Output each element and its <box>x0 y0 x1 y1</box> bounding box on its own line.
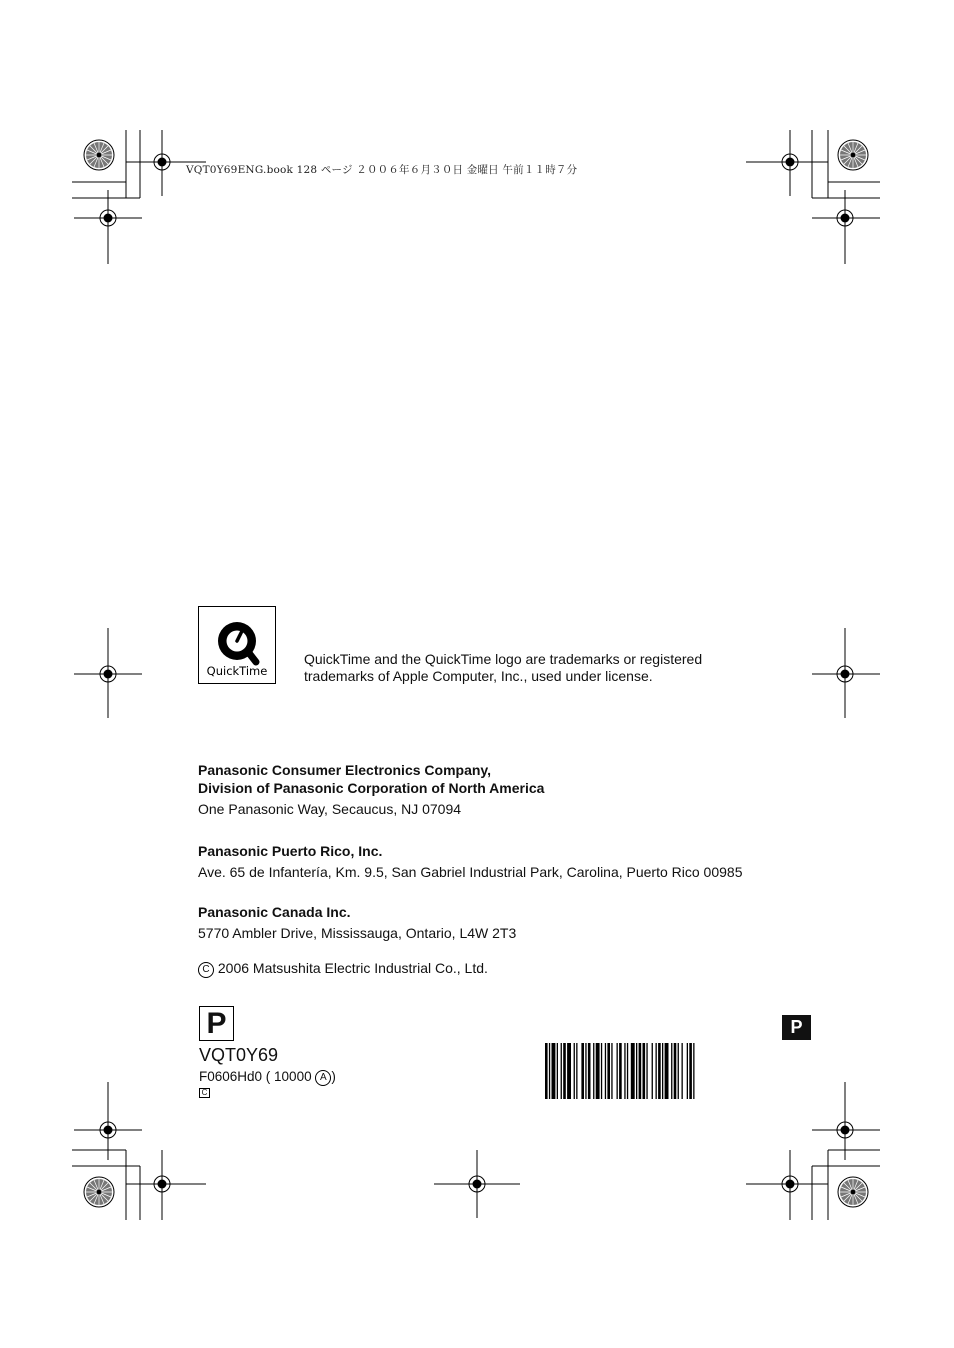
barcode-bar <box>689 1043 692 1099</box>
barcode-bar <box>567 1043 571 1099</box>
barcode-bar <box>646 1043 647 1099</box>
company-canada <box>198 903 818 942</box>
barcode-bar <box>639 1043 642 1099</box>
barcode-bar <box>636 1043 637 1099</box>
barcode-bar <box>593 1043 594 1099</box>
barcode-bar <box>678 1043 679 1099</box>
barcode-bar <box>596 1043 600 1099</box>
p-badge: P <box>782 1015 811 1040</box>
print-code-suffix: ) <box>331 1069 336 1084</box>
print-code <box>199 1069 336 1086</box>
model-code: VQT0Y69 <box>199 1045 279 1065</box>
barcode-bar <box>601 1043 602 1099</box>
barcode-bar <box>619 1043 622 1099</box>
barcode-bar <box>563 1043 566 1099</box>
barcode-bar <box>652 1043 653 1099</box>
barcode-bar <box>585 1043 586 1099</box>
barcode-bar <box>605 1043 606 1099</box>
barcode-bar <box>552 1043 556 1099</box>
barcode-bar <box>557 1043 558 1099</box>
company-pr-address: Ave. 65 de Infantería, Km. 9.5, San Gabriel Industrial Park, Carolina, Puerto Rico 00985 <box>198 864 743 880</box>
barcode <box>545 1043 751 1099</box>
company-us-name-line2: Division of Panasonic Corporation of North America <box>198 780 545 796</box>
p-mark-box: P <box>199 1006 234 1041</box>
barcode-bar <box>643 1043 646 1099</box>
barcode-bar <box>545 1043 548 1099</box>
quicktime-logo <box>198 606 276 684</box>
quicktime-q-icon <box>199 609 274 669</box>
barcode-bar <box>581 1043 584 1099</box>
company-us-address: One Panasonic Way, Secaucus, NJ 07094 <box>198 801 462 817</box>
barcode-bar <box>693 1043 694 1099</box>
quicktime-trademark-notice: QuickTime and the QuickTime logo are trademarks or registered trademarks of Apple Computer, Inc., used under license. <box>304 651 703 684</box>
barcode-bar <box>607 1043 610 1099</box>
barcode-bar <box>687 1043 688 1099</box>
barcode-bar <box>576 1043 577 1099</box>
barcode-bar <box>682 1043 683 1099</box>
barcode-bar <box>631 1043 635 1099</box>
barcode-bar <box>658 1043 661 1099</box>
barcode-bar <box>674 1043 677 1099</box>
company-us <box>198 761 818 818</box>
small-c-mark: C <box>199 1088 210 1098</box>
print-code-circled: A <box>315 1070 331 1086</box>
print-code-prefix: F0606Hd0 ( 10000 <box>199 1069 316 1084</box>
barcode-bar <box>627 1043 628 1099</box>
company-canada-name: Panasonic Canada Inc. <box>198 904 351 920</box>
barcode-bar <box>662 1043 663 1099</box>
barcode-bar <box>549 1043 550 1099</box>
barcode-bar <box>665 1043 669 1099</box>
copyright-line <box>198 959 818 978</box>
barcode-bar <box>624 1043 625 1099</box>
barcode-bar <box>574 1043 575 1099</box>
barcode-bar <box>561 1043 562 1099</box>
barcode-bar <box>671 1043 672 1099</box>
copyright-text: 2006 Matsushita Electric Industrial Co., Ltd. <box>217 960 488 976</box>
company-puerto-rico <box>198 842 818 881</box>
copyright-symbol: C <box>198 962 214 978</box>
barcode-bar <box>611 1043 612 1099</box>
quicktime-logo-caption: QuickTime <box>206 664 268 678</box>
print-header: VQT0Y69ENG.book 128 ページ ２００６年６月３０日 金曜日 午前１１時７分 <box>186 164 578 176</box>
barcode-bar <box>588 1043 591 1099</box>
company-pr-name: Panasonic Puerto Rico, Inc. <box>198 843 383 859</box>
barcode-bar <box>617 1043 618 1099</box>
barcode-bar <box>656 1043 657 1099</box>
company-canada-address: 5770 Ambler Drive, Mississauga, Ontario, L4W 2T3 <box>198 925 517 941</box>
company-us-name-line1: Panasonic Consumer Electronics Company, <box>198 762 492 778</box>
